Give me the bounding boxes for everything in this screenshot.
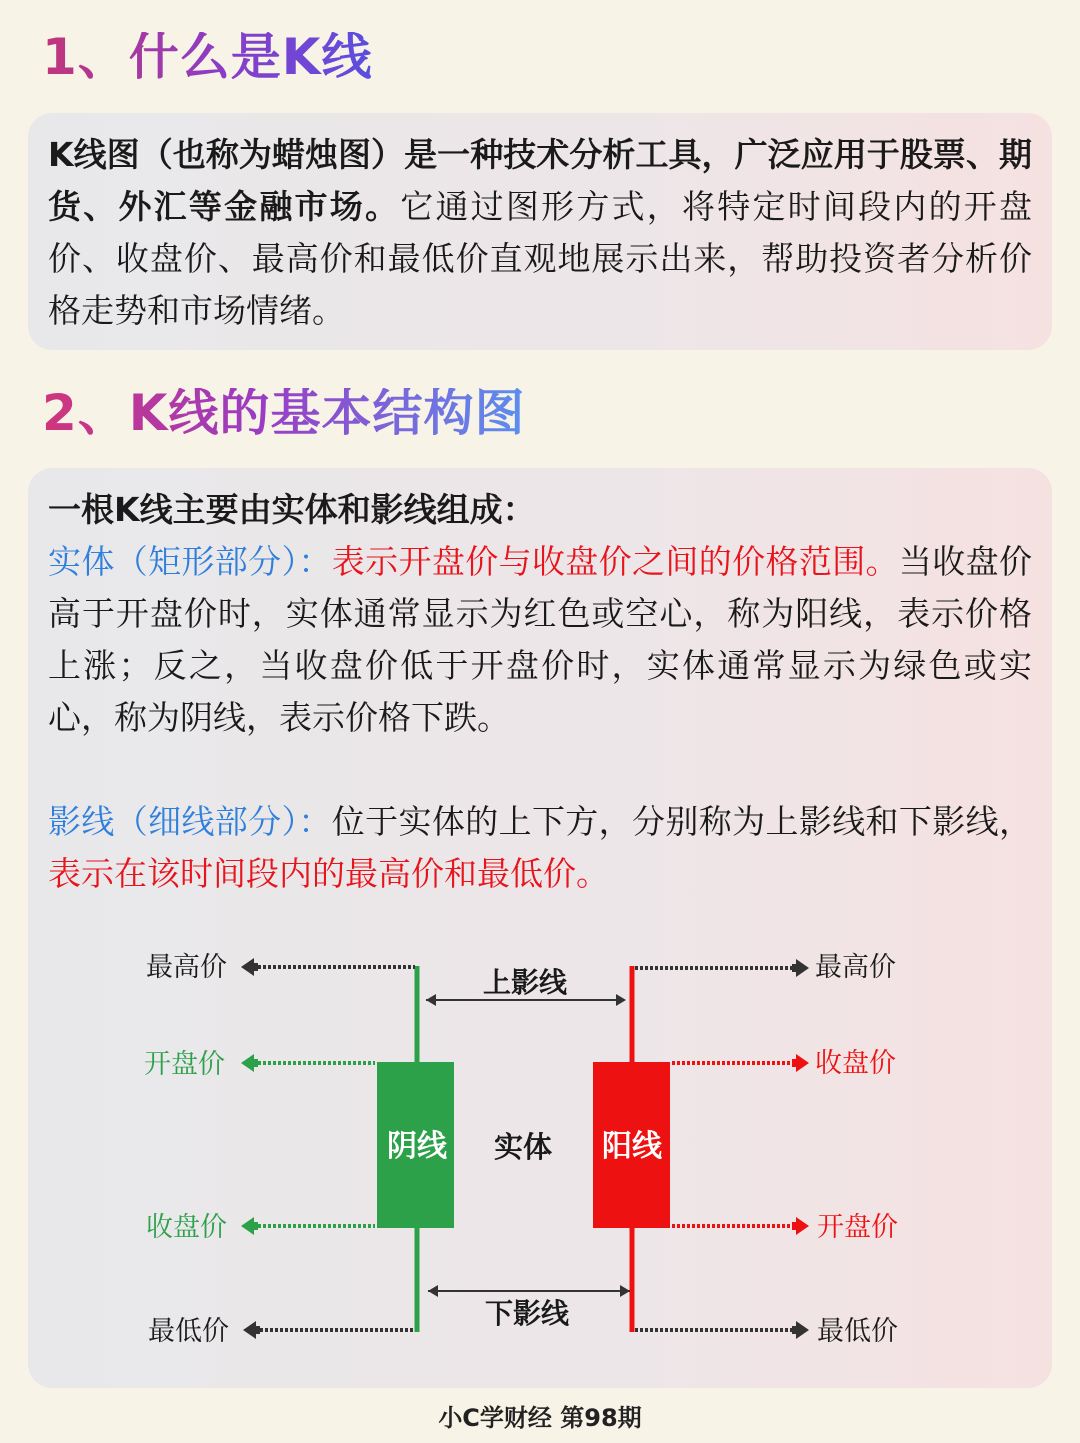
- left-close-label: 收盘价: [146, 1212, 227, 1243]
- left-low-label: 最低价: [148, 1316, 229, 1347]
- kline-diagram: [28, 928, 1052, 1388]
- definition-card: [28, 113, 1052, 350]
- shadow-label: 影线（细线部分）：: [48, 802, 332, 841]
- left-close-arrow-icon: [241, 1217, 258, 1235]
- lower-shadow-arrow-right: [620, 1285, 630, 1297]
- shadow-paragraph: [48, 796, 1032, 900]
- lower-shadow-label: 下影线: [484, 1297, 570, 1330]
- right-open-label: 开盘价: [817, 1212, 898, 1243]
- right-high-arrow-icon: [792, 959, 809, 977]
- definition-normal: 它通过图形方式，将特定时间段内的开盘价、收盘价、最高价和最低价直观地展示出来，帮助投资者分析价格走势和市场情绪。: [48, 187, 1033, 330]
- body-red-text: 表示开盘价与收盘价之间的价格范围。: [331, 542, 899, 581]
- upper-shadow-arrow-right: [616, 994, 626, 1006]
- structure-intro: 一根K线主要由实体和影线组成：: [48, 490, 536, 529]
- right-close-arrow-icon: [792, 1054, 809, 1072]
- left-low-arrow-icon: [243, 1321, 260, 1339]
- body-diagram-label: 实体: [493, 1130, 553, 1164]
- shadow-text: 位于实体的上下方，分别称为上影线和下影线，: [331, 802, 1033, 841]
- left-open-label: 开盘价: [144, 1049, 225, 1080]
- definition-bold: K线图（也称为蜡烛图）是一种技术分析工具，广泛应用于股票、期货、外汇等金融市场。: [48, 135, 1032, 226]
- right-high-label: 最高价: [815, 952, 896, 983]
- shadow-red-text: 表示在该时间段内的最高价和最低价。: [48, 854, 609, 893]
- definition-paragraph: [48, 129, 1032, 337]
- footer-issue: 小C学财经 第98期: [438, 1404, 642, 1432]
- red-candle-label: 阳线: [602, 1129, 662, 1164]
- lower-shadow-arrow-left: [428, 1285, 438, 1297]
- right-low-label: 最低价: [817, 1316, 898, 1347]
- left-high-label: 最高价: [146, 952, 227, 983]
- section2-title: 2、K线的基本结构图: [42, 384, 526, 442]
- upper-shadow-label: 上影线: [482, 966, 568, 999]
- green-candle-label: 阴线: [387, 1129, 447, 1164]
- body-paragraph: [48, 536, 1032, 744]
- left-open-arrow-icon: [241, 1054, 258, 1072]
- right-close-label: 收盘价: [815, 1048, 896, 1079]
- body-text: 当收盘价高于开盘价时，实体通常显示为红色或空心，称为阳线，表示价格上涨；反之，当收盘价低于开盘价时，实体通常显示为绿色或实心，称为阴线，表示价格下跌。: [48, 542, 1033, 737]
- section1-title: 1、什么是K线: [42, 28, 373, 86]
- structure-card: [28, 468, 1052, 1388]
- right-low-arrow-icon: [792, 1321, 809, 1339]
- left-high-arrow-icon: [241, 958, 258, 976]
- body-label: 实体（矩形部分）：: [48, 542, 332, 581]
- upper-shadow-arrow-left: [426, 994, 436, 1006]
- right-open-arrow-icon: [792, 1217, 809, 1235]
